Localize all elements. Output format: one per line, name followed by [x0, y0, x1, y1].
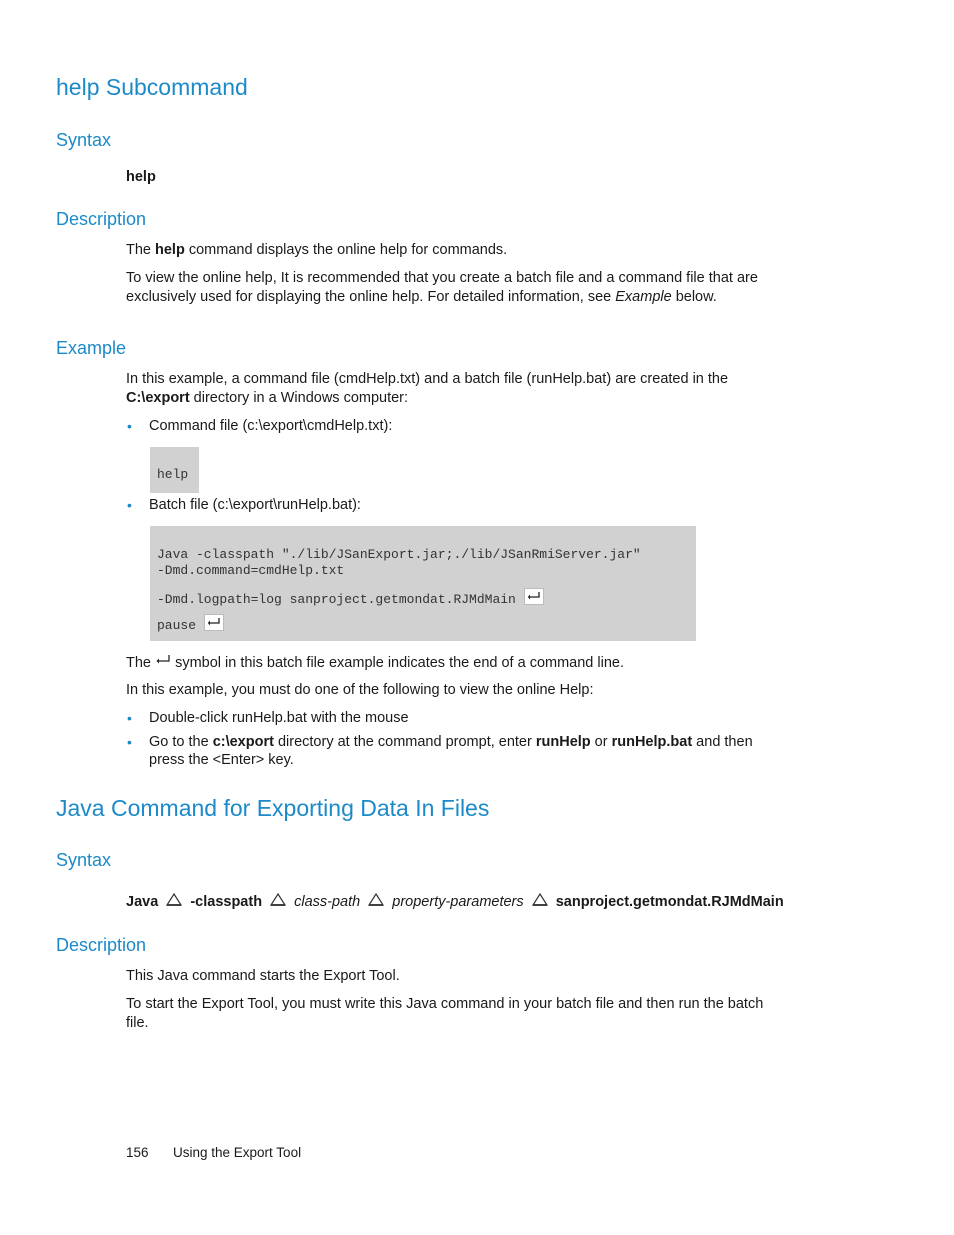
text-run: or: [590, 734, 612, 750]
text-run: symbol in this batch file example indicates the end of a command line.: [175, 655, 624, 671]
syntax-main-class: sanproject.getmondat.RJMdMain: [555, 894, 784, 910]
syntax-command: help: [126, 169, 156, 185]
bullet-command-file: Command file (c:\export\cmdHelp.txt):: [149, 418, 393, 434]
text-run: The: [126, 655, 151, 671]
text-run: and then: [692, 734, 753, 750]
syntax-class-path-arg: class-path: [294, 894, 361, 910]
bold-path: C:\export: [126, 390, 190, 406]
code-block-batch-file: [150, 526, 696, 641]
description-paragraph-2-line-1: To view the online help, It is recommended that you create a batch file and a command file that are: [126, 270, 758, 286]
description-paragraph-2-line-2: [126, 288, 717, 307]
code-line: [157, 588, 544, 607]
java-description-paragraph-2-line-2: file.: [126, 1015, 149, 1031]
java-syntax-line: [126, 893, 784, 912]
code-text: -Dmd.logpath=log sanproject.getmondat.RJMdMain: [157, 592, 516, 607]
example-paragraph-line-2: [126, 389, 408, 408]
enter-key-icon: [524, 588, 544, 605]
example-link-text: Example: [615, 289, 672, 305]
bold-path: c:\export: [212, 734, 274, 750]
syntax-java: Java: [126, 894, 159, 910]
code-line: [157, 614, 224, 633]
option-command-prompt-line-2: press the <Enter> key.: [149, 752, 294, 768]
description-paragraph-1: [126, 241, 507, 260]
bullet-icon: •: [127, 497, 132, 513]
text-run: command displays the online help for commands.: [184, 242, 508, 258]
java-description-paragraph-2-line-1: To start the Export Tool, you must write this Java command in your batch file and then run the batch: [126, 996, 764, 1012]
text-run: directory in a Windows computer:: [189, 390, 409, 406]
bullet-batch-file: Batch file (c:\export\runHelp.bat):: [149, 497, 361, 513]
space-triangle-icon: [532, 893, 548, 906]
space-triangle-icon: [368, 893, 384, 906]
bullet-icon: •: [127, 710, 132, 726]
code-line: help: [157, 467, 189, 482]
text-run: The: [126, 242, 156, 258]
description-heading: Description: [56, 209, 147, 229]
example-paragraph-2: In this example, you must do one of the following to view the online Help:: [126, 682, 594, 698]
syntax-heading: Syntax: [56, 130, 112, 150]
text-run: below.: [671, 289, 717, 305]
text-run: directory at the command prompt, enter: [273, 734, 536, 750]
space-triangle-icon: [166, 893, 182, 906]
syntax-heading: Syntax: [56, 850, 112, 870]
enter-key-icon: [155, 653, 171, 665]
enter-key-icon: [204, 614, 224, 631]
code-block-command-file: [150, 447, 199, 493]
text-run: Go to the: [149, 734, 213, 750]
bold-help: help: [155, 242, 185, 258]
section-title-java-command: Java Command for Exporting Data In Files: [56, 795, 490, 821]
option-double-click: Double-click runHelp.bat with the mouse: [149, 710, 409, 726]
space-triangle-icon: [270, 893, 286, 906]
bold-command: runHelp: [535, 734, 591, 750]
page-title-help-subcommand: help Subcommand: [56, 74, 248, 100]
java-description-paragraph-1: This Java command starts the Export Tool.: [126, 968, 400, 984]
code-text: pause: [157, 618, 197, 633]
footer-section-title: Using the Export Tool: [173, 1145, 302, 1160]
text-run: exclusively used for displaying the online help. For detailed information, see: [126, 289, 616, 305]
example-paragraph-line-1: In this example, a command file (cmdHelp.txt) and a batch file (runHelp.bat) are created in the: [126, 371, 729, 387]
symbol-explanation: [126, 653, 624, 673]
bullet-icon: •: [127, 418, 132, 434]
syntax-property-parameters-arg: property-parameters: [392, 894, 524, 910]
code-line: Java -classpath "./lib/JSanExport.jar;./lib/JSanRmiServer.jar": [157, 547, 641, 562]
option-command-prompt-line-1: [149, 733, 753, 752]
code-line: -Dmd.command=cmdHelp.txt: [157, 563, 345, 578]
example-heading: Example: [56, 338, 127, 358]
syntax-classpath-option: -classpath: [190, 894, 263, 910]
description-heading: Description: [56, 935, 147, 955]
bold-command: runHelp.bat: [611, 734, 693, 750]
bullet-icon: •: [127, 734, 132, 750]
page-number: 156: [126, 1145, 149, 1160]
